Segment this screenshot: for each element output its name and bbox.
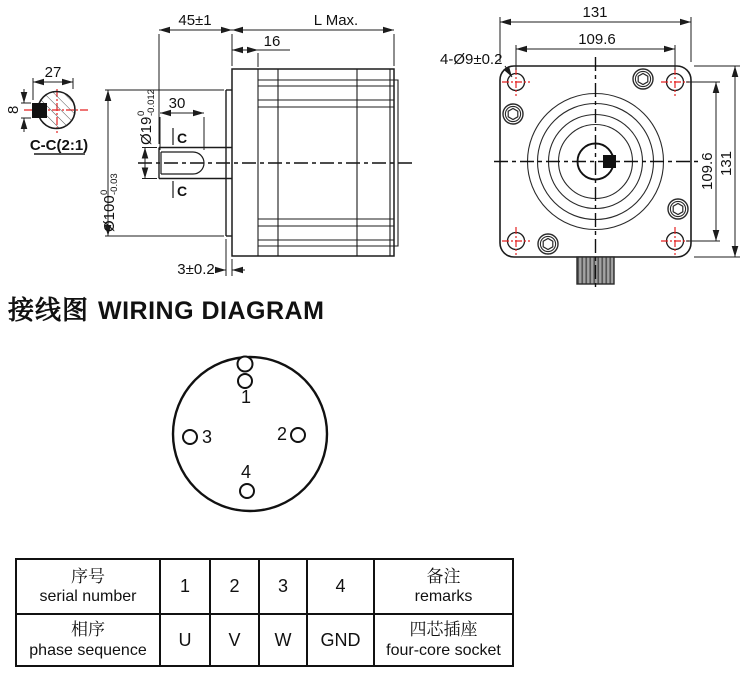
dim-front-cap-text: 16 [263,33,281,50]
cell-phase-v: V [210,614,259,666]
dim-shaft-length-text: 45±1 [178,12,212,29]
dim-hole-spacing-v-text: 109.6 [699,152,716,190]
wiring-section-heading [8,290,324,327]
serial-header-en: serial number [39,588,137,606]
pin-3-hole [183,430,197,444]
dim-flange-width-text: 131 [582,4,608,21]
dim-front-cap [232,50,290,67]
table-row-serial [16,559,513,614]
svg-text:0: 0 [136,110,147,116]
section-view-label: C-C(2:1) [29,137,89,154]
dim-shaft-length [159,30,232,144]
cell-serial-3: 3 [259,559,307,614]
svg-text:Ø19: Ø19 [138,116,155,145]
svg-text:0: 0 [99,189,110,195]
heading-english: WIRING DIAGRAM [98,297,325,325]
connector-keyway-notch [238,357,253,372]
cell-serial-2: 2 [210,559,259,614]
cell-serial-header [16,559,160,614]
dim-boss-thickness [216,239,245,276]
dim-flange-height-text: 131 [718,150,735,176]
cell-phase-gnd: GND [307,614,374,666]
svg-text:-0.03: -0.03 [109,173,120,195]
section-marker-top: C [177,130,188,146]
wiring-connector-diagram [173,357,327,512]
dim-boss-thickness-text: 3±0.2 [177,261,215,278]
dim-hole-spacing-h-text: 109.6 [578,31,616,48]
phase-header-cn: 相序 [71,620,105,640]
pin-2-label: 2 [276,424,288,444]
svg-text:-0.012: -0.012 [146,89,157,116]
dim-keyway-length-text: 30 [168,95,186,112]
section-marker-bottom: C [177,183,188,199]
heading-chinese: 接线图 [8,295,90,325]
cell-serial-4: 4 [307,559,374,614]
wiring-table [15,558,514,667]
shaft-key-block [32,103,47,118]
svg-text:Ø100: Ø100 [101,195,118,232]
dim-body-length [232,30,394,66]
socket-note-en: four-core socket [386,641,501,659]
cell-remarks-header [374,559,513,614]
pin-3-label: 3 [201,427,213,447]
cell-serial-1: 1 [160,559,210,614]
remarks-cn: 备注 [426,566,461,586]
dim-key-height-text: 8 [5,105,22,114]
dim-shaft-dia-text [136,89,157,145]
cell-socket-note [374,614,513,666]
pin-2-hole [291,428,305,442]
socket-note-cn: 四芯插座 [409,620,478,640]
side-view [99,12,412,278]
cell-phase-u: U [160,614,210,666]
dim-section-width-text: 27 [44,64,62,81]
dim-body-length-text: L Max. [313,12,359,29]
pin-1-hole [238,374,252,388]
section-view-cc [5,64,89,154]
table-row-phase [16,614,513,666]
front-view [440,4,740,291]
cell-phase-w: W [259,614,307,666]
dim-holes-callout-text: 4-Ø9±0.2 [440,51,503,68]
serial-header-cn: 序号 [71,566,105,586]
cell-phase-header [16,614,160,666]
pin-4-hole [240,484,254,498]
phase-header-en: phase sequence [29,641,147,659]
remarks-en: remarks [414,588,473,606]
pin-1-label: 1 [240,387,252,407]
dim-pilot-dia-text [99,173,120,232]
pin-4-label: 4 [240,462,252,482]
